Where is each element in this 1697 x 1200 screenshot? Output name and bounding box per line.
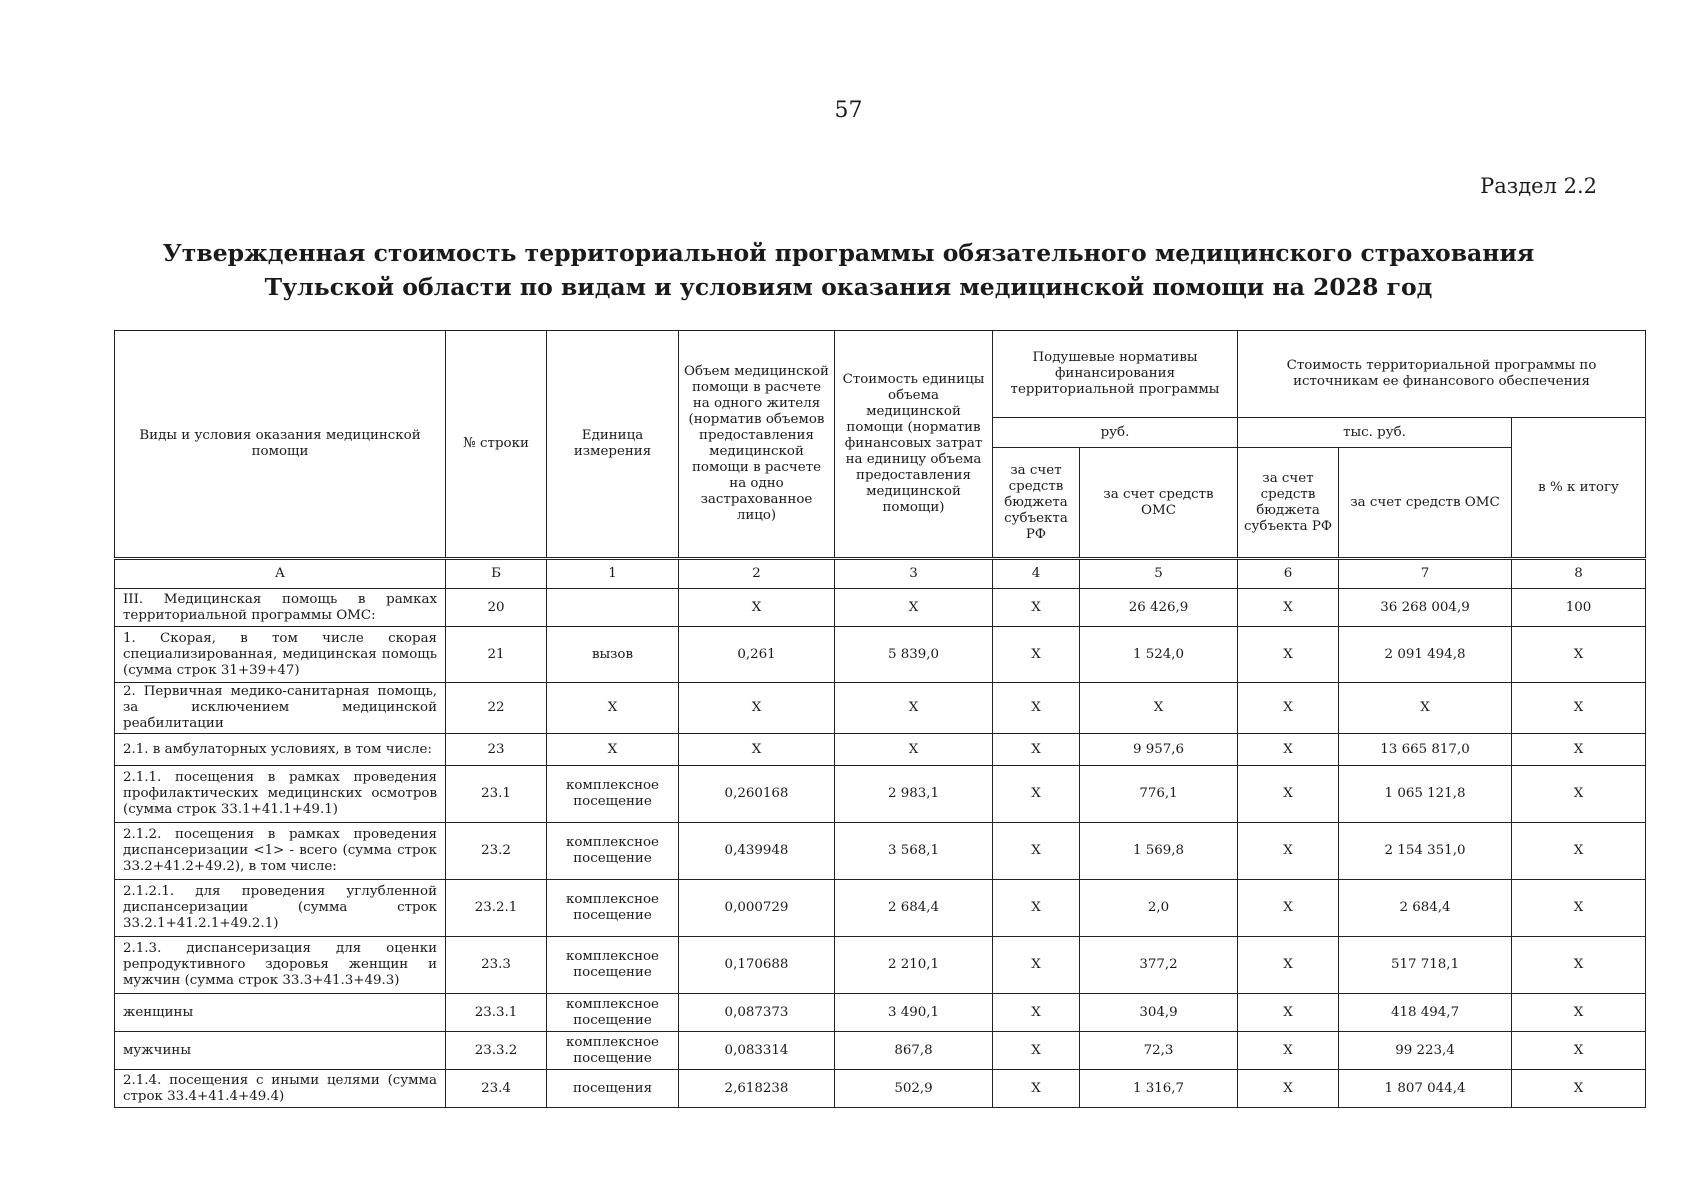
row-name: 2.1.2.1. для проведения углубленной диспансеризации (сумма строк 33.2.1+41.2.1+49.2.1) bbox=[115, 880, 446, 937]
row-budget-thous: Х bbox=[1238, 627, 1339, 683]
row-percent: Х bbox=[1512, 734, 1646, 766]
row-volume: Х bbox=[679, 683, 835, 734]
row-oms-rub: 1 524,0 bbox=[1080, 627, 1238, 683]
row-oms-thous: 517 718,1 bbox=[1339, 937, 1512, 994]
table-body bbox=[115, 559, 1646, 1108]
row-oms-thous: 36 268 004,9 bbox=[1339, 589, 1512, 627]
row-budget-rub: Х bbox=[993, 937, 1080, 994]
row-oms-rub: 1 316,7 bbox=[1080, 1070, 1238, 1108]
table-row bbox=[115, 589, 1646, 627]
row-budget-rub: Х bbox=[993, 880, 1080, 937]
row-budget-thous: Х bbox=[1238, 823, 1339, 880]
row-oms-rub: 377,2 bbox=[1080, 937, 1238, 994]
row-budget-thous: Х bbox=[1238, 683, 1339, 734]
row-oms-rub: 9 957,6 bbox=[1080, 734, 1238, 766]
row-number: 23.3.1 bbox=[446, 994, 547, 1032]
table-row bbox=[115, 880, 1646, 937]
row-unit-cost: 2 684,4 bbox=[835, 880, 993, 937]
row-budget-thous: Х bbox=[1238, 766, 1339, 823]
row-volume: 0,439948 bbox=[679, 823, 835, 880]
row-volume: 2,618238 bbox=[679, 1070, 835, 1108]
row-oms-rub: 26 426,9 bbox=[1080, 589, 1238, 627]
row-name: 1. Скорая, в том числе скорая специализированная, медицинская помощь (сумма строк 31+39+47) bbox=[115, 627, 446, 683]
header-oms-rub: за счет средств ОМС bbox=[1080, 448, 1238, 559]
row-volume: 0,260168 bbox=[679, 766, 835, 823]
document-title bbox=[0, 236, 1697, 304]
row-oms-rub: 2,0 bbox=[1080, 880, 1238, 937]
row-unit-cost: 502,9 bbox=[835, 1070, 993, 1108]
row-percent: Х bbox=[1512, 627, 1646, 683]
row-volume: 0,000729 bbox=[679, 880, 835, 937]
colnum-3: 3 bbox=[835, 559, 993, 589]
row-unit: вызов bbox=[547, 627, 679, 683]
row-oms-thous: 13 665 817,0 bbox=[1339, 734, 1512, 766]
colnum-b: Б bbox=[446, 559, 547, 589]
header-row-number: № строки bbox=[446, 331, 547, 559]
row-oms-rub: 1 569,8 bbox=[1080, 823, 1238, 880]
row-oms-rub: 72,3 bbox=[1080, 1032, 1238, 1070]
table-header bbox=[115, 331, 1646, 559]
row-unit-cost: Х bbox=[835, 683, 993, 734]
row-unit: комплексное посещение bbox=[547, 823, 679, 880]
row-budget-thous: Х bbox=[1238, 1032, 1339, 1070]
row-volume: Х bbox=[679, 589, 835, 627]
table-row bbox=[115, 683, 1646, 734]
colnum-8: 8 bbox=[1512, 559, 1646, 589]
row-volume: 0,170688 bbox=[679, 937, 835, 994]
header-per-capita: Подушевые нормативы финансирования территориальной программы bbox=[993, 331, 1238, 418]
row-percent: Х bbox=[1512, 1070, 1646, 1108]
row-unit: комплексное посещение bbox=[547, 766, 679, 823]
row-budget-rub: Х bbox=[993, 1032, 1080, 1070]
row-unit: Х bbox=[547, 683, 679, 734]
row-percent: Х bbox=[1512, 683, 1646, 734]
cost-table bbox=[114, 330, 1646, 1108]
row-budget-thous: Х bbox=[1238, 589, 1339, 627]
row-oms-rub: 304,9 bbox=[1080, 994, 1238, 1032]
cost-table-wrapper bbox=[114, 330, 1645, 1108]
row-percent: Х bbox=[1512, 1032, 1646, 1070]
row-name: 2.1.3. диспансеризация для оценки репродуктивного здоровья женщин и мужчин (сумма строк 33.3+41.3+49.3) bbox=[115, 937, 446, 994]
row-oms-thous: 2 091 494,8 bbox=[1339, 627, 1512, 683]
table-row bbox=[115, 937, 1646, 994]
row-budget-rub: Х bbox=[993, 1070, 1080, 1108]
row-budget-rub: Х bbox=[993, 683, 1080, 734]
colnum-a: А bbox=[115, 559, 446, 589]
header-budget-thous: за счет средств бюджета субъекта РФ bbox=[1238, 448, 1339, 559]
header-thous-rub: тыс. руб. bbox=[1238, 418, 1512, 448]
row-budget-thous: Х bbox=[1238, 994, 1339, 1032]
row-unit-cost: 5 839,0 bbox=[835, 627, 993, 683]
row-oms-rub: Х bbox=[1080, 683, 1238, 734]
row-name: 2. Первичная медико-санитарная помощь, за исключением медицинской реабилитации bbox=[115, 683, 446, 734]
row-number: 23 bbox=[446, 734, 547, 766]
row-unit: посещения bbox=[547, 1070, 679, 1108]
header-oms-thous: за счет средств ОМС bbox=[1339, 448, 1512, 559]
row-budget-rub: Х bbox=[993, 766, 1080, 823]
colnum-2: 2 bbox=[679, 559, 835, 589]
row-percent: Х bbox=[1512, 880, 1646, 937]
header-budget-rub: за счет средств бюджета субъекта РФ bbox=[993, 448, 1080, 559]
row-percent: 100 bbox=[1512, 589, 1646, 627]
colnum-4: 4 bbox=[993, 559, 1080, 589]
row-volume: 0,083314 bbox=[679, 1032, 835, 1070]
row-budget-rub: Х bbox=[993, 627, 1080, 683]
row-unit-cost: 3 568,1 bbox=[835, 823, 993, 880]
column-numbers-row bbox=[115, 559, 1646, 589]
row-number: 23.2 bbox=[446, 823, 547, 880]
header-unit-cost: Стоимость единицы объема медицинской помощи (норматив финансовых затрат на единицу объема предоставления медицинской помощи) bbox=[835, 331, 993, 559]
table-row bbox=[115, 994, 1646, 1032]
row-unit bbox=[547, 589, 679, 627]
row-percent: Х bbox=[1512, 937, 1646, 994]
page-number: 57 bbox=[834, 98, 863, 123]
row-name: мужчины bbox=[115, 1032, 446, 1070]
row-budget-rub: Х bbox=[993, 823, 1080, 880]
row-name: 2.1.4. посещения с иными целями (сумма строк 33.4+41.4+49.4) bbox=[115, 1070, 446, 1108]
row-unit-cost: 2 210,1 bbox=[835, 937, 993, 994]
table-row bbox=[115, 823, 1646, 880]
row-unit: комплексное посещение bbox=[547, 937, 679, 994]
section-label: Раздел 2.2 bbox=[1480, 174, 1597, 198]
table-row bbox=[115, 1032, 1646, 1070]
row-name: III. Медицинская помощь в рамках территориальной программы ОМС: bbox=[115, 589, 446, 627]
row-name: 2.1.2. посещения в рамках проведения диспансеризации <1> - всего (сумма строк 33.2+41.2+49.2), в том числе: bbox=[115, 823, 446, 880]
row-number: 23.2.1 bbox=[446, 880, 547, 937]
table-row bbox=[115, 734, 1646, 766]
table-row bbox=[115, 766, 1646, 823]
row-number: 23.4 bbox=[446, 1070, 547, 1108]
row-unit-cost: 3 490,1 bbox=[835, 994, 993, 1032]
row-budget-thous: Х bbox=[1238, 937, 1339, 994]
row-oms-thous: 2 154 351,0 bbox=[1339, 823, 1512, 880]
row-percent: Х bbox=[1512, 994, 1646, 1032]
row-oms-thous: Х bbox=[1339, 683, 1512, 734]
header-types: Виды и условия оказания медицинской помощи bbox=[115, 331, 446, 559]
row-percent: Х bbox=[1512, 823, 1646, 880]
row-oms-thous: 1 807 044,4 bbox=[1339, 1070, 1512, 1108]
row-number: 23.1 bbox=[446, 766, 547, 823]
row-budget-thous: Х bbox=[1238, 880, 1339, 937]
colnum-7: 7 bbox=[1339, 559, 1512, 589]
row-unit-cost: 2 983,1 bbox=[835, 766, 993, 823]
row-number: 22 bbox=[446, 683, 547, 734]
row-number: 21 bbox=[446, 627, 547, 683]
row-oms-rub: 776,1 bbox=[1080, 766, 1238, 823]
row-name: 2.1. в амбулаторных условиях, в том числе: bbox=[115, 734, 446, 766]
row-budget-thous: Х bbox=[1238, 734, 1339, 766]
row-budget-rub: Х bbox=[993, 994, 1080, 1032]
row-unit: комплексное посещение bbox=[547, 994, 679, 1032]
row-oms-thous: 418 494,7 bbox=[1339, 994, 1512, 1032]
colnum-5: 5 bbox=[1080, 559, 1238, 589]
row-budget-thous: Х bbox=[1238, 1070, 1339, 1108]
row-volume: 0,087373 bbox=[679, 994, 835, 1032]
row-unit: комплексное посещение bbox=[547, 1032, 679, 1070]
colnum-1: 1 bbox=[547, 559, 679, 589]
row-number: 20 bbox=[446, 589, 547, 627]
row-oms-thous: 2 684,4 bbox=[1339, 880, 1512, 937]
row-unit-cost: 867,8 bbox=[835, 1032, 993, 1070]
row-percent: Х bbox=[1512, 766, 1646, 823]
row-unit: Х bbox=[547, 734, 679, 766]
row-number: 23.3.2 bbox=[446, 1032, 547, 1070]
table-row bbox=[115, 1070, 1646, 1108]
row-name: 2.1.1. посещения в рамках проведения профилактических медицинских осмотров (сумма строк 33.1+41.1+49.1) bbox=[115, 766, 446, 823]
row-volume: 0,261 bbox=[679, 627, 835, 683]
row-volume: Х bbox=[679, 734, 835, 766]
header-percent: в % к итогу bbox=[1512, 418, 1646, 559]
title-line-2: Тульской области по видам и условиям оказания медицинской помощи на 2028 год bbox=[264, 273, 1433, 301]
row-oms-thous: 99 223,4 bbox=[1339, 1032, 1512, 1070]
table-row bbox=[115, 627, 1646, 683]
row-budget-rub: Х bbox=[993, 734, 1080, 766]
row-unit-cost: Х bbox=[835, 589, 993, 627]
row-unit: комплексное посещение bbox=[547, 880, 679, 937]
header-rub: руб. bbox=[993, 418, 1238, 448]
row-name: женщины bbox=[115, 994, 446, 1032]
title-line-1: Утвержденная стоимость территориальной программы обязательного медицинского страхования bbox=[162, 239, 1535, 267]
colnum-6: 6 bbox=[1238, 559, 1339, 589]
header-program-cost: Стоимость территориальной программы по источникам ее финансового обеспечения bbox=[1238, 331, 1646, 418]
header-volume: Объем медицинской помощи в расчете на одного жителя (норматив объемов предоставления медицинской помощи в расчете на одно застрахованное лицо) bbox=[679, 331, 835, 559]
row-oms-thous: 1 065 121,8 bbox=[1339, 766, 1512, 823]
row-unit-cost: Х bbox=[835, 734, 993, 766]
row-budget-rub: Х bbox=[993, 589, 1080, 627]
header-unit: Единица измерения bbox=[547, 331, 679, 559]
row-number: 23.3 bbox=[446, 937, 547, 994]
